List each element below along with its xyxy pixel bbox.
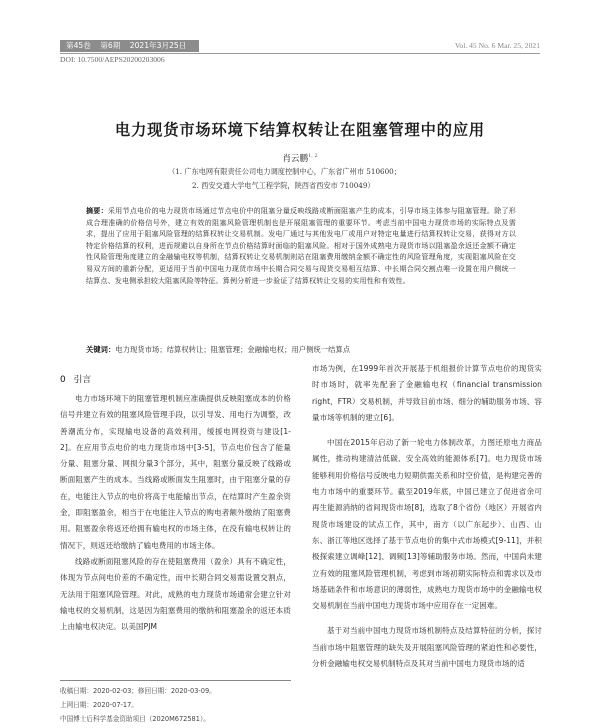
keywords-label: 关键词：	[86, 345, 116, 354]
issue: 第6期	[100, 41, 121, 50]
footnote-divider	[60, 680, 291, 681]
paper-title: 电力现货市场环境下结算权转让在阻塞管理中的应用	[114, 121, 485, 139]
doi: DOI: 10.7500/AEPS20200203006	[60, 55, 165, 64]
author-name: 肖云鹏	[282, 154, 309, 164]
author-affiliation-sup: 1, 2	[308, 153, 318, 160]
body-column-right	[312, 361, 542, 672]
abstract-label: 摘要：	[86, 206, 108, 215]
paragraph: 基于对当前中国电力现货市场机制特点及结算特征的分析，探讨当前市场中阻塞管理的缺失及开展阻塞风险管理的紧迫性和必要性，分析金融输电权交易机制特点及其对当前中国电力现货市场的适	[312, 626, 542, 669]
section-heading	[60, 372, 91, 385]
body-column-left	[60, 391, 291, 635]
footnote-received: 收稿日期：2020-02-03；修回日期：2020-03-09。	[60, 687, 216, 695]
footnote-online: 上网日期：2020-07-17。	[60, 701, 138, 709]
section-title: 引言	[73, 375, 92, 385]
affiliation-2: 2. 西安交通大学电气工程学院，陕西省西安市 710049）	[192, 181, 375, 190]
publication-date: 2021年3月25日	[129, 41, 187, 50]
header-divider	[60, 53, 540, 54]
volume: 第45卷	[66, 41, 91, 50]
abstract-text: 采用节点电价的电力现货市场通过节点电价中的阻塞分量反映线路或断面阻塞产生的成本，引导市场主体参与阻塞管理。除了形成合理准确的价格信号外，建立有效的阻塞风险管理机制也是开展阻塞管理的重要环节。考虑当前中国电力现货市场的实际特点及需求，提出了应用于阻塞风险管理的结算权转让交易机制。发电厂通过与其他发电厂或用户对特定电量进行结算权转让交易，获得对方以特定价格结算的权利，进而规避以自身所在节点价格结算时面临的阻塞风险。相对于国外成熟电力现货市场以阻塞盈余返还金额不确定性风险管理角度建立的金融输电权等机制，结算权转让交易机制则站在阻塞费用缴纳金额不确定性的风险管理角度，实现阻塞风险在交易双方间的重新分配，更适用于当前中国电力现货市场中长期合同交易与现货交易相互结算、中长期合同交割点唯一设置在用户侧统一结算点、发电侧承担较大阻塞风险等特征。算例分析进一步验证了结算权转让交易的实用性和有效性。	[86, 206, 517, 285]
keywords	[86, 345, 350, 355]
section-number: 0	[60, 375, 66, 385]
abstract	[86, 205, 516, 286]
author	[0, 152, 600, 164]
affiliation-1: （1. 广东电网有限责任公司电力调度控制中心，广东省广州市 510600；	[168, 167, 401, 176]
keywords-text: 电力现货市场；结算权转让；阻塞管理；金融输电权；用户侧统一结算点	[115, 345, 351, 354]
paragraph: 市场为例，在1999年首次开展基于机组报价计算节点电价的现货实时市场时，就率先配套了金融输电权（financial transmission right，FTR）交易机制，并导致目前市场、细分的辅助服务市场、容量市场等机制的建立[6]。	[312, 364, 542, 422]
journal-issue-english: Vol. 45 No. 6 Mar. 25, 2021	[454, 41, 540, 50]
journal-issue-badge	[60, 40, 199, 52]
footnote-funding: 中国博士后科学基金资助项目（2020M672581）。	[60, 715, 210, 723]
paragraph: 电力市场环境下的阻塞管理机制应准确提供反映阻塞成本的价格信号并建立有效的阻塞风险管理手段，以引导发、用电行为调整，改善潮流分布，实现输电设备的高效利用，缓援电网投资与建设[1-2]。在应用节点电价的电力现货市场中[3-5]，节点电价包含了能量分量、阻塞分量、网损分量3个部分，其中，阻塞分量反映了线路或断面阻塞产生的成本。当线路或断面发生阻塞时，由于阻塞分量的存在，电能注入节点的电价将高于电能输出节点，在结算时产生盈余资金，即阻塞盈余，相当于在电能注入节点的购电者额外缴纳了阻塞费用。阻塞盈余将返还给拥有输电权的市场主体，在没有输电权转让的情况下，则返还给缴纳了输电费用的市场主体。	[60, 394, 291, 550]
paragraph: 线路或断面阻塞风险的存在使阻塞费用（盈余）具有不确定性，体现为节点间电价差的不确定性，而中长期合同交易需设置交割点，无法用于阻塞风险管理。对此，成熟的电力现货市场通常会建立针对输电权的交易机制，这是因为阻塞费用的缴纳和阻塞盈余的返还本质上由输电权决定。以美国PJM	[60, 556, 291, 632]
paragraph: 中国在2015年启动了新一轮电力体制改革，力图还原电力商品属性，推动构建清洁低碳、安全高效的能源体系[7]。电力现货市场能够利用价格信号反映电力短期供需关系和时空价值，是构建完善的电力市场中的重要环节。截至2019年底，中国已建立了促进省余可再生能源消纳的省间现货市场[8]，选取了8个省份（地区）开展省内现货市场建设的试点工作，其中，南方（以广东起步）、山西、山东、浙江等地区选择了基于节点电价的集中式市场模式[9-11]，并积极探索建立调峰[12]、调频[13]等辅助服务市场。然而，中国尚未建立有效的阻塞风险管理机制，考虑到市场初期实际特点和需求以及市场基础条件和市场意识的薄弱性，成熟电力现货市场中的金融输电权交易机制在当前中国电力现货市场中应用存在一定困难。	[312, 438, 542, 611]
